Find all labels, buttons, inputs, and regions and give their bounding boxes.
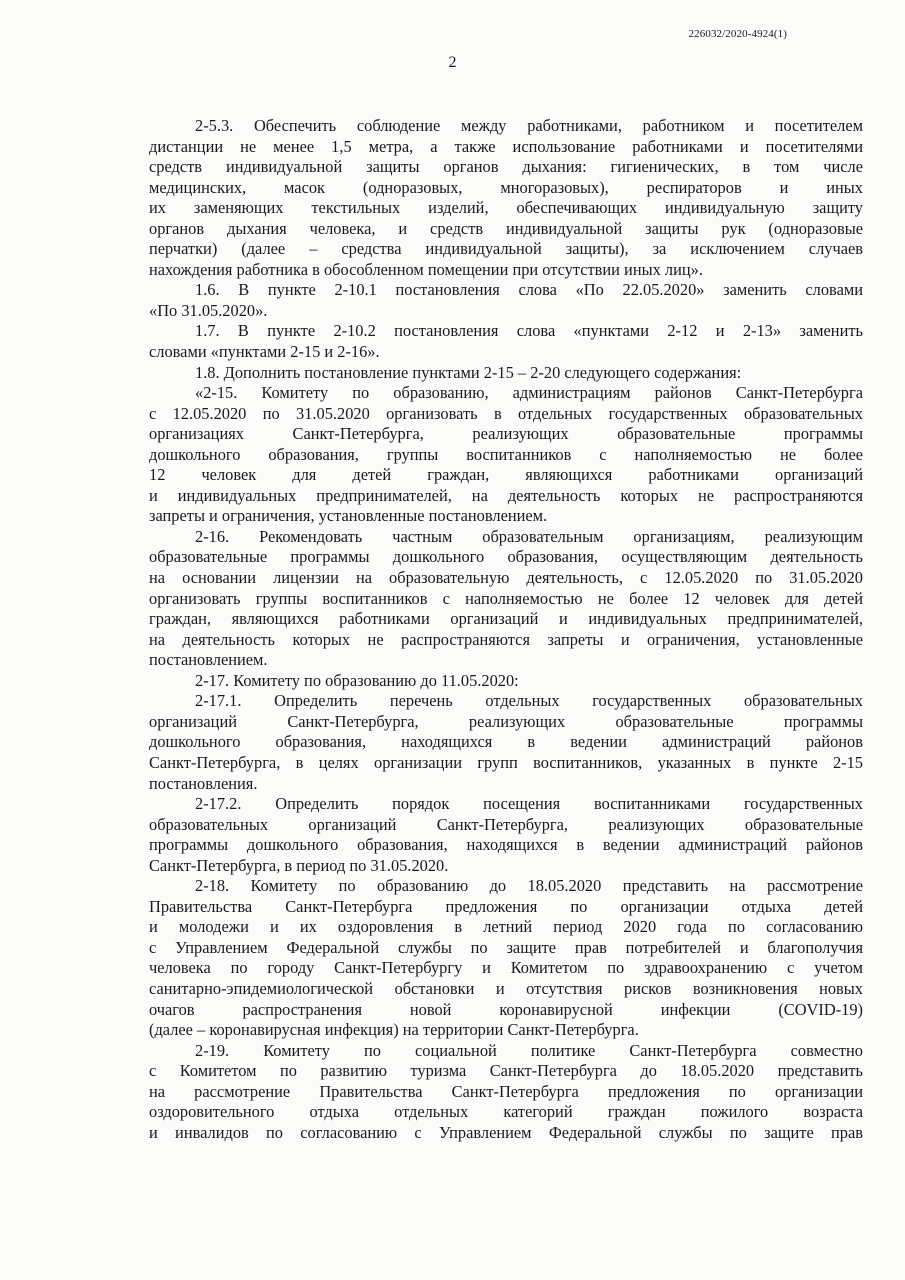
para-2-17-1 bbox=[149, 691, 863, 794]
text-line: 2-5.3. Обеспечить соблюдение между работниками, работником и посетителем bbox=[195, 116, 863, 135]
text-line: медицинских, масок (одноразовых, многоразовых), респираторов и иных bbox=[149, 177, 863, 197]
text-line: организациях Санкт-Петербурга, реализующих образовательные программы bbox=[149, 424, 863, 444]
text-line: нахождения работника в обособленном помещении при отсутствии иных лиц». bbox=[149, 259, 703, 279]
text-line: и молодежи и их оздоровления в летний период 2020 года по согласованию bbox=[149, 917, 863, 937]
text-line: 2-17.2. Определить порядок посещения воспитанниками государственных bbox=[195, 794, 863, 814]
text-line: с Управлением Федеральной службы по защите прав потребителей и благополучия bbox=[149, 937, 863, 957]
text-line: человека по городу Санкт-Петербургу и Комитетом по здравоохранению с учетом bbox=[149, 958, 863, 978]
text-line: санитарно-эпидемиологической обстановки и отсутствия рисков возникновения новых bbox=[149, 978, 863, 998]
text-line: с 12.05.2020 по 31.05.2020 организовать в отдельных государственных образовательных bbox=[149, 403, 863, 423]
text-line: оздоровительного отдыха отдельных категорий граждан пожилого возраста bbox=[149, 1102, 863, 1122]
text-line: дошкольного образования, группы воспитанников с наполняемостью не более bbox=[149, 444, 863, 464]
text-line: 1.7. В пункте 2-10.2 постановления слова «пунктами 2-12 и 2-13» заменить bbox=[195, 321, 863, 341]
text-line: «По 31.05.2020». bbox=[149, 300, 268, 320]
text-line: средств индивидуальной защиты органов дыхания: гигиенических, в том числе bbox=[149, 157, 863, 177]
text-line: органов дыхания человека, и средств индивидуальной защиты рук (одноразовые bbox=[149, 218, 863, 238]
text-line: на деятельность которых не распространяются запреты и ограничения, установленные bbox=[149, 629, 863, 649]
text-line: на рассмотрение Правительства Санкт-Петербурга предложения по организации bbox=[149, 1081, 863, 1101]
text-line: организаций Санкт-Петербурга, реализующих образовательные программы bbox=[149, 711, 863, 731]
text-line: (далее – коронавирусная инфекция) на территории Санкт-Петербурга. bbox=[149, 1020, 639, 1040]
text-line: граждан, являющихся работниками организаций и индивидуальных предпринимателей, bbox=[149, 609, 863, 629]
text-line: 12 человек для детей граждан, являющихся работниками организаций bbox=[149, 465, 863, 485]
text-line: 2-19. Комитету по социальной политике Санкт-Петербурга совместно bbox=[195, 1040, 863, 1060]
text-line: на основании лицензии на образовательную деятельность, с 12.05.2020 по 31.05.2020 bbox=[149, 568, 863, 588]
text-line: с Комитетом по развитию туризма Санкт-Петербурга до 18.05.2020 представить bbox=[149, 1061, 863, 1081]
text-line: их заменяющих текстильных изделий, обеспечивающих индивидуальную защиту bbox=[149, 198, 863, 218]
para-2-15 bbox=[149, 383, 863, 527]
text-line: Правительства Санкт-Петербурга предложения по организации отдыха детей bbox=[149, 896, 863, 916]
text-line: 1.8. Дополнить постановление пунктами 2-15 – 2-20 следующего содержания: bbox=[195, 362, 742, 382]
para-1-6 bbox=[149, 280, 863, 321]
text-line: запреты и ограничения, установленные постановлением. bbox=[149, 506, 548, 526]
text-line: и индивидуальных предпринимателей, на деятельность которых не распространяются bbox=[149, 485, 863, 505]
para-2-17 bbox=[149, 671, 863, 692]
text-line: 2-16. Рекомендовать частным образовательным организациям, реализующим bbox=[195, 526, 863, 546]
text-line: программы дошкольного образования, находящихся в ведении администраций районов bbox=[149, 835, 863, 855]
text-line: словами «пунктами 2-15 и 2-16». bbox=[149, 342, 380, 362]
text-line: 2-17.1. Определить перечень отдельных государственных образовательных bbox=[195, 691, 863, 711]
text-line: перчатки) (далее – средства индивидуальной защиты), за исключением случаев bbox=[149, 239, 863, 259]
para-2-16 bbox=[149, 527, 863, 671]
text-line: 2-18. Комитету по образованию до 18.05.2020 представить на рассмотрение bbox=[195, 876, 863, 896]
document-id: 226032/2020-4924(1) bbox=[688, 28, 787, 40]
text-line: дистанции не менее 1,5 метра, а также использование работниками и посетителями bbox=[149, 136, 863, 156]
text-line: и инвалидов по согласованию с Управлением Федеральной службы по защите прав bbox=[149, 1122, 863, 1142]
text-line: организовать группы воспитанников с наполняемостью не более 12 человек для детей bbox=[149, 588, 863, 608]
text-line: образовательные программы дошкольного образования, осуществляющим деятельность bbox=[149, 547, 863, 567]
para-1-7 bbox=[149, 321, 863, 362]
text-line: 1.6. В пункте 2-10.1 постановления слова «По 22.05.2020» заменить словами bbox=[195, 280, 863, 300]
text-line: Санкт-Петербурга, в целях организации групп воспитанников, указанных в пункте 2-15 bbox=[149, 752, 863, 772]
text-line: дошкольного образования, находящихся в ведении администраций районов bbox=[149, 732, 863, 752]
para-2-17-2 bbox=[149, 794, 863, 876]
text-line: образовательных организаций Санкт-Петербурга, реализующих образовательные bbox=[149, 814, 863, 834]
para-2-18 bbox=[149, 876, 863, 1040]
text-line: постановлением. bbox=[149, 650, 268, 670]
para-1-8 bbox=[149, 363, 863, 384]
para-2-19 bbox=[149, 1041, 863, 1144]
text-line: 2-17. Комитету по образованию до 11.05.2020: bbox=[195, 670, 519, 690]
text-line: постановления. bbox=[149, 773, 258, 793]
text-line: очагов распространения новой коронавирусной инфекции (COVID-19) bbox=[149, 999, 863, 1019]
page-number: 2 bbox=[448, 54, 457, 71]
document-body bbox=[149, 116, 863, 1143]
text-line: Санкт-Петербурга, в период по 31.05.2020. bbox=[149, 855, 449, 875]
text-line: «2-15. Комитету по образованию, администрациям районов Санкт-Петербурга bbox=[195, 383, 863, 403]
para-2-5-3 bbox=[149, 116, 863, 280]
